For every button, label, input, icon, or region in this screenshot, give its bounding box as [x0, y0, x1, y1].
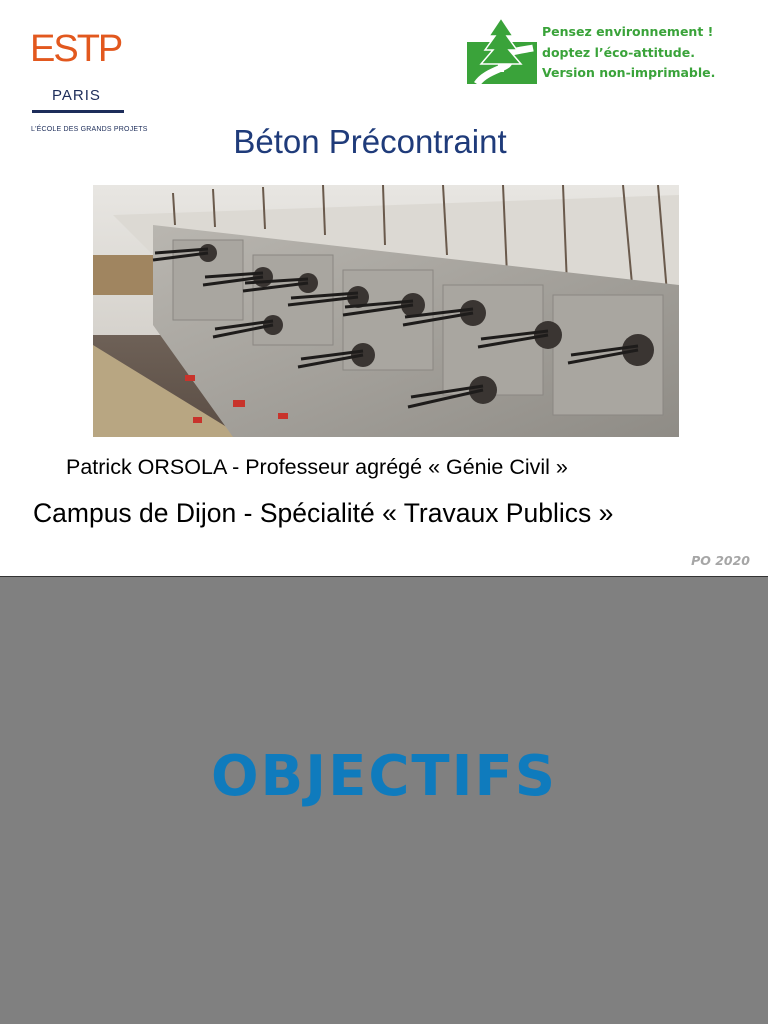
slide-footer: PO 2020	[691, 553, 750, 568]
estp-logo	[28, 28, 148, 140]
logo-wordmark: ESTP	[30, 28, 122, 70]
objectives-slide	[0, 576, 768, 1024]
objectives-heading: OBJECTIFS	[210, 744, 558, 809]
campus-line: Campus de Dijon - Spécialité « Travaux Publics »	[33, 498, 614, 528]
logo-underline	[32, 110, 124, 113]
eco-message	[542, 22, 715, 84]
logo-city: PARIS	[52, 87, 101, 104]
eco-line: doptez l’éco-attitude.	[542, 44, 695, 60]
slide-title: Béton Précontraint	[233, 123, 507, 160]
anchorage-photo	[93, 185, 679, 437]
author-line: Patrick ORSOLA - Professeur agrégé « Génie Civil »	[66, 455, 568, 479]
tree-road-icon	[467, 18, 537, 84]
eco-line: Version non-imprimable.	[542, 65, 716, 80]
eco-line: Pensez environnement !	[542, 24, 714, 39]
logo-tagline: L'ÉCOLE DES GRANDS PROJETS	[31, 126, 148, 133]
